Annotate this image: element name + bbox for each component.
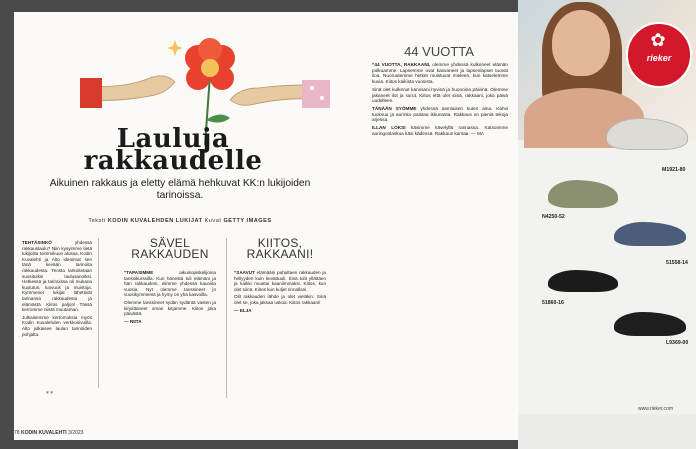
story-paragraph-3 bbox=[372, 106, 508, 123]
story-paragraph bbox=[124, 270, 216, 298]
story-lead: ”SAAVUT bbox=[234, 270, 255, 275]
page-footer bbox=[14, 430, 83, 436]
product-code-2: N4250-52 bbox=[542, 214, 565, 220]
story-text-4: kävimme kävelyllä rannassa. Katsoimme auringonlaskua käsi kädessä. Rakkaus kantaa. — MA bbox=[372, 125, 508, 136]
heading-line: SÄVEL bbox=[149, 236, 191, 250]
article-lead: Aikuinen rakkaus ja eletty elämä hehkuvat KK:n lukijoiden tarinoissa. bbox=[49, 178, 311, 201]
issue-number: 3/2023 bbox=[68, 430, 84, 436]
left-sleeve-icon bbox=[80, 78, 102, 108]
heading-line: RAKKAANI! bbox=[246, 247, 314, 261]
story-text-3: yhdessä aamiaisen kuten aina. Kahvi tuoksuu ja aurinko paistaa ikkunasta. Rakkaus on pieniä tekoja arjessa. bbox=[372, 105, 508, 123]
story-text: olemme yhdessä kulkeneet elämän polkuamme. Lapsemme ovat kasvaneet ja lapsenlapset tuovat iloa. Nuoruutemme hetket muistuvat mieleen, kun katselemme kuvia. Kiitos kaikista vuosista. bbox=[372, 62, 509, 85]
product-code-1: M1921-80 bbox=[662, 167, 686, 173]
story-lead: ”TAPASIMME bbox=[124, 270, 154, 275]
product-code-5: L9369-00 bbox=[666, 340, 689, 346]
story-column-savel bbox=[124, 270, 216, 326]
story-text: elämääni puhaltaen rakkauden ja hellyyden kuin kevättuuli. Sinä tulit yllättäen ja kaikki muuttui kauniimmaksi. Kiitos, kun olet siinä. Kiitos kun kuljet rinnallani. bbox=[234, 270, 326, 292]
story-lead-2: TÄNÄÄN SYÖMME bbox=[372, 105, 417, 111]
story-signature: — ELJA bbox=[234, 307, 252, 313]
shoe-product-4[interactable] bbox=[548, 270, 618, 292]
story-lead: ”44 VUOTTA, RAKKAANI, bbox=[372, 62, 431, 67]
story-paragraph-4 bbox=[372, 125, 508, 136]
column-divider bbox=[98, 238, 99, 388]
shoe-product-2[interactable] bbox=[548, 180, 618, 208]
model-face bbox=[552, 10, 610, 76]
title-line-2: rakkaudelle bbox=[83, 146, 263, 176]
magazine-name: KODIN KUVALEHTI bbox=[20, 430, 67, 436]
story-column-44-vuotta bbox=[372, 62, 508, 138]
ad-url[interactable]: www.rieker.com bbox=[638, 406, 674, 412]
story-heading-kiitos bbox=[234, 238, 326, 260]
story-lead-3: ILLAN LOKSI bbox=[372, 125, 406, 131]
intro-column bbox=[22, 240, 92, 339]
product-code-3: 51558-14 bbox=[666, 260, 688, 266]
heading-line: KIITOS, bbox=[257, 236, 303, 250]
story-text: aikuisopiskelijoina tanssikurssilla. Kun hänestä tuli elämäni ja hän rakkaudeni, elimme yhdessä kauniita vuosia. Nyt olemme tanssineet jo vuosikymmeniä ja hymy on yhä kasvoilla. bbox=[124, 270, 216, 298]
ad-bottom-strip bbox=[518, 414, 696, 449]
right-sleeve-dot bbox=[310, 86, 314, 90]
story-heading-savel bbox=[124, 238, 216, 260]
shoe-product-3[interactable] bbox=[614, 222, 686, 246]
story-paragraph-2: Sinä olet kulkenut kanssani hyvinä ja huonoina päivinä. Olemme jakaneet ilot ja surut. Kiitos että olet siinä, rakkaani, joka päivä uudelleen. bbox=[372, 86, 508, 104]
story-signature: — RIITA bbox=[124, 318, 142, 324]
intro-paragraph-2: Julkaisemme kertomuksia myös Kodin Kuvalehden verkkosivuilla. Alto julkaisee laulun tarinoiden pohjalta. bbox=[22, 314, 92, 337]
brand-name: rieker bbox=[646, 53, 672, 63]
article-credit bbox=[40, 218, 320, 224]
sparkle-icon bbox=[167, 40, 183, 56]
title-line-1: Lauluja bbox=[116, 124, 230, 154]
product-code-4: 51860-16 bbox=[542, 300, 564, 306]
rieker-leaf-icon: ✿ bbox=[650, 30, 666, 50]
story-paragraph-2: Olit rakkauden lähde ja olet vieläkin. Sinä olet se, joka jaksaa uskoa. Kiitos rakkaani! bbox=[234, 294, 326, 305]
flower-leaf-icon bbox=[206, 114, 230, 122]
intro-text: yhdessä rakkauslaulu? Niin kysyimme tietä lukijoilta toimmikuun alussa. Kodin Kuvalehti ja Alto ideoimat sen tänä kevään tarinoita rakkaudesta. Teosta tarkoitetaan suosituiksi laulusanoiksi. Hetkessä ja tarinoissa oli mukana kuulutus, luovuus ja muistoja. Kymmenet lukijat lähettivät tarinansa rakkaudesta ja elämästä. Kiitos paljon! Tässä kerromme niistä muutaman. bbox=[22, 240, 92, 313]
story-paragraph-2: Olemme tanssineet sydän sydäntä vasten ja kirjoittaneet oman kirjamme. Kiitos joka päivästä. bbox=[124, 299, 216, 317]
credit-author: KODIN KUVALEHDEN LUKIJAT bbox=[107, 218, 203, 224]
credit-photo: GETTY IMAGES bbox=[223, 218, 272, 224]
story-paragraph bbox=[234, 270, 326, 292]
intro-lead: TEHTÄSINKÖ bbox=[22, 240, 52, 245]
story-paragraph bbox=[372, 62, 508, 85]
shoe-product-5[interactable] bbox=[614, 312, 686, 336]
credit-label: Teksti bbox=[88, 218, 106, 224]
heart-icon: ♥ ♥ bbox=[46, 390, 54, 396]
intro-paragraph bbox=[22, 240, 92, 313]
rieker-advertisement[interactable] bbox=[518, 0, 696, 449]
article-title bbox=[0, 124, 346, 176]
right-sleeve-dot bbox=[320, 96, 324, 100]
story-heading-44-vuotta: 44 VUOTTA bbox=[404, 44, 474, 59]
heading-line: RAKKAUDEN bbox=[131, 247, 209, 261]
credit-photo-label: Kuvat bbox=[204, 218, 222, 224]
story-column-kiitos bbox=[234, 270, 326, 315]
right-sleeve-icon bbox=[302, 80, 330, 108]
column-divider bbox=[226, 238, 227, 398]
page-number: 78 bbox=[14, 430, 20, 436]
